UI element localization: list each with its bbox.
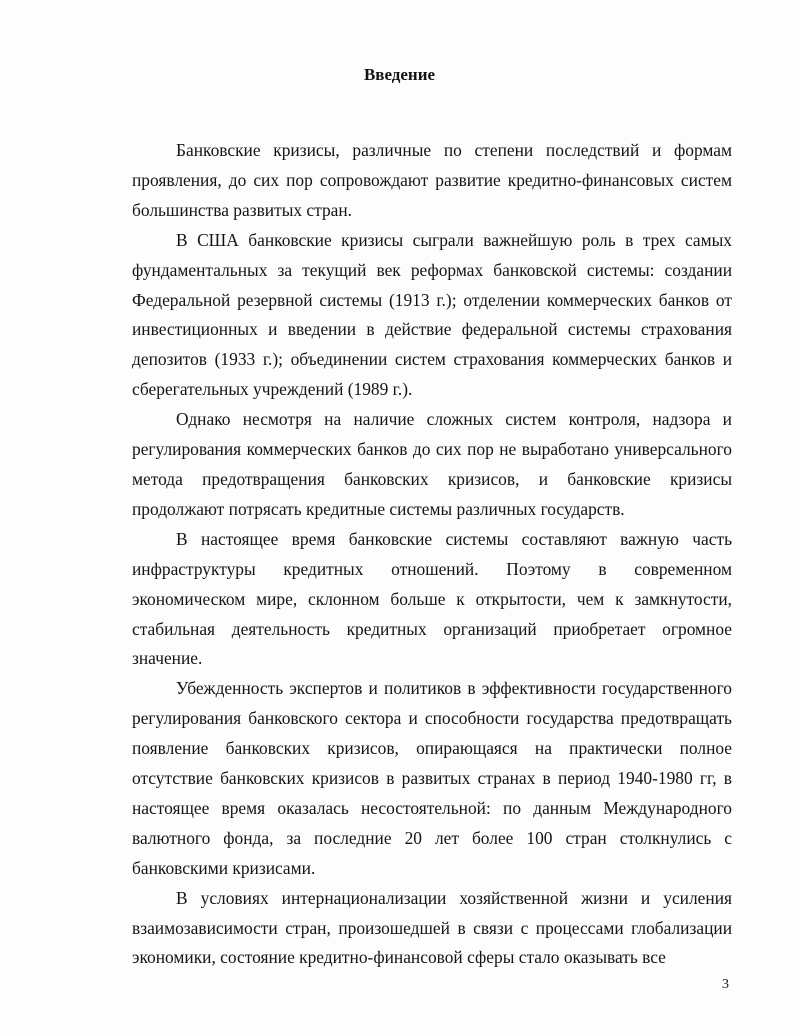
paragraph-1: Банковские кризисы, различные по степени последствий и формам проявления, до сих пор сопровождают развитие кредитно-финансовых систем большинства развитых стран. <box>132 140 732 220</box>
paragraph-4: В настоящее время банковские системы составляют важную часть инфраструктуры кредитных отношений. Поэтому в современном экономическом мире, склонном больше к открытости, чем к замкнутости, стабильная деятельность кредитных организаций приобретает огромное значение. <box>132 528 732 669</box>
paragraph-6: В условиях интернационализации хозяйственной жизни и усиления взаимозависимости стран, произошедшей в связи с процессами глобализации экономики, состояние кредитно-финансовой сферы стало оказывать все <box>132 887 732 968</box>
body-text <box>132 136 732 973</box>
paragraph-3: Однако несмотря на наличие сложных систем контроля, надзора и регулирования коммерческих банков до сих пор не выработано универсального метода предотвращения банковских кризисов, и банковские кризисы продолжают потрясать кредитные системы различных государств. <box>132 409 732 519</box>
paragraph-5: Убежденность экспертов и политиков в эффективности государственного регулирования банковского сектора и способности государства предотвращать появление банковских кризисов, опирающаяся на практически полное отсутствие банковских кризисов в развитых странах в период 1940-1980 гг, в настоящее время оказалась несостоятельной: по данным Международного валютного фонда, за последние 20 лет более 100 стран столкнулись с банковскими кризисами. <box>132 678 732 878</box>
paragraph-2: В США банковские кризисы сыграли важнейшую роль в трех самых фундаментальных за текущий век реформах банковской системы: создании Федеральной резервной системы (1913 г.); отделении коммерческих банков от инвестиционных и введении в действие федеральной системы страхования депозитов (1933 г.); объединении систем страхования коммерческих банков и сберегательных учреждений (1989 г.). <box>132 229 732 400</box>
page-title: Введение <box>363 65 436 84</box>
page-number: 3 <box>722 977 729 992</box>
